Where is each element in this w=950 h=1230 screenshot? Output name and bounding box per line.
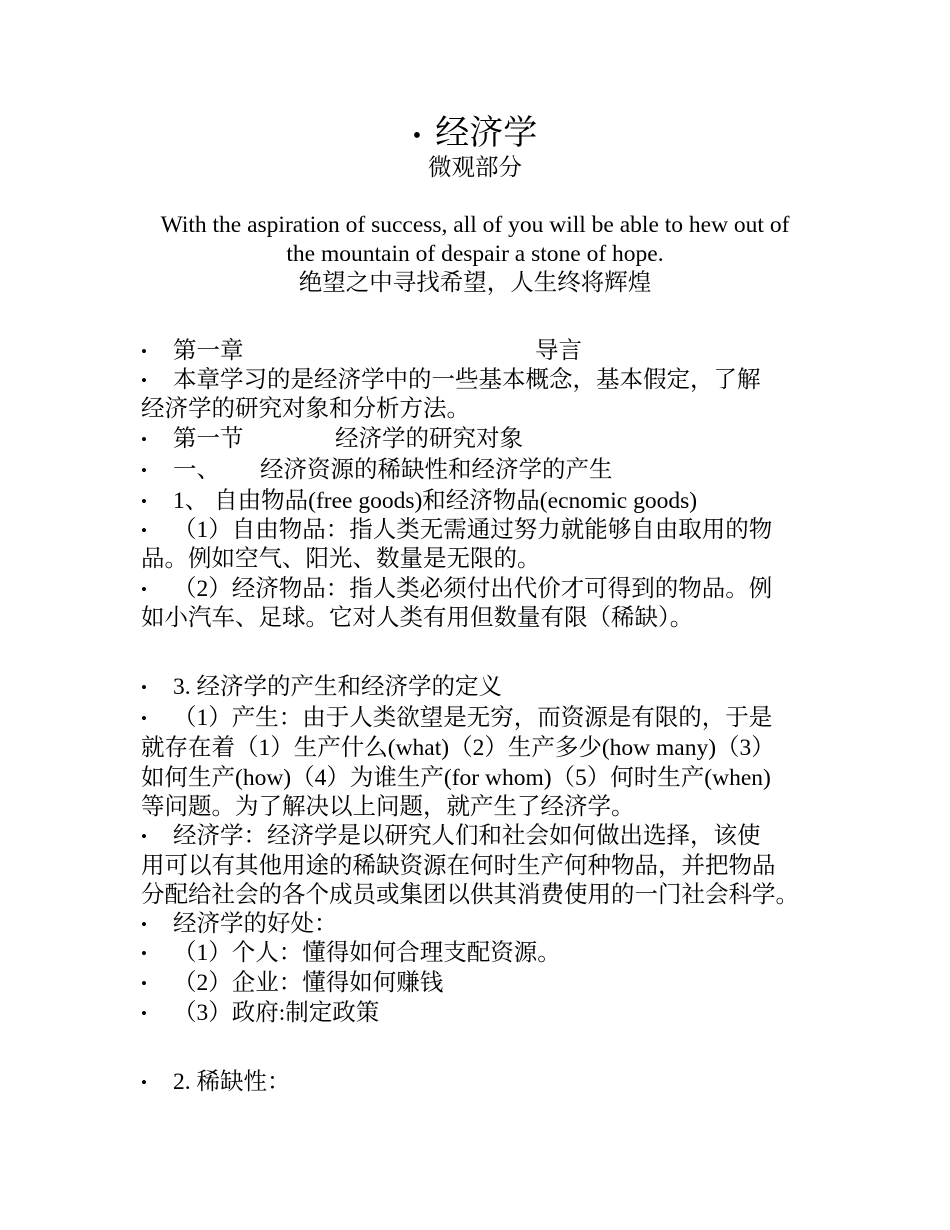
bullet: • — [141, 827, 147, 846]
intro-line-2: 经济学的研究对象和分析方法。 — [141, 396, 470, 422]
quote-chinese: 绝望之中寻找希望，人生终将辉煌 — [298, 270, 652, 296]
origin-line-2: 就存在着（1）生产什么(what)（2）生产多少(how many)（3） — [141, 735, 775, 761]
bullet: • — [141, 974, 147, 993]
bullet: • — [141, 521, 147, 540]
definition-line-2: 用可以有其他用途的稀缺资源在何时生产何种物品，并把物品 — [141, 853, 776, 879]
item-2: 2. 稀缺性： — [173, 1069, 291, 1095]
economic-goods-line-2: 如小汽车、足球。它对人类有用但数量有限（稀缺）。 — [141, 605, 694, 631]
definition-line-3: 分配给社会的各个成员或集团以供其消费使用的一门社会科学。 — [141, 882, 799, 908]
bullet: • — [141, 371, 147, 390]
benefit-enterprise: （2）企业：懂得如何赚钱 — [173, 970, 444, 996]
bullet: • — [141, 944, 147, 963]
section-title: 经济学的研究对象 — [335, 426, 523, 452]
bullet: • — [141, 461, 147, 480]
bullet: • — [141, 580, 147, 599]
bullet: • — [141, 678, 147, 697]
bullet: • — [141, 1004, 147, 1023]
bullet: • — [141, 1073, 147, 1092]
free-goods-line-2: 品。例如空气、阳光、数量是无限的。 — [141, 546, 541, 572]
bullet: • — [141, 492, 147, 511]
item-3: 3. 经济学的产生和经济学的定义 — [173, 674, 502, 700]
part-title: 经济资源的稀缺性和经济学的产生 — [260, 457, 613, 483]
section-label: 第一节 — [173, 426, 244, 452]
free-goods-line-1: （1）自由物品：指人类无需通过努力就能够自由取用的物 — [173, 517, 773, 543]
bullet: • — [141, 915, 147, 934]
item-1: 1、 自由物品(free goods)和经济物品(ecnomic goods) — [173, 488, 698, 514]
origin-line-4: 等问题。为了解决以上问题，就产生了经济学。 — [141, 794, 635, 820]
bullet: • — [141, 430, 147, 449]
title-bullet: • — [412, 123, 422, 150]
chapter-title: 导言 — [535, 338, 582, 364]
benefit-individual: （1）个人：懂得如何合理支配资源。 — [173, 940, 561, 966]
benefit-government: （3）政府:制定政策 — [173, 1000, 380, 1026]
quote-line-2: the mountain of despair a stone of hope. — [286, 241, 664, 267]
origin-line-3: 如何生产(how)（4）为谁生产(for whom)（5）何时生产(when) — [141, 765, 771, 791]
title-text: 经济学 — [435, 115, 538, 152]
origin-line-1: （1）产生：由于人类欲望是无穷，而资源是有限的，于是 — [173, 705, 773, 731]
definition-line-1: 经济学：经济学是以研究人们和社会如何做出选择，该使 — [173, 823, 761, 849]
part-number: 一、 — [173, 457, 220, 483]
economic-goods-line-1: （2）经济物品：指人类必须付出代价才可得到的物品。例 — [173, 576, 773, 602]
quote-line-1: With the aspiration of success, all of you will be able to hew out of — [160, 212, 790, 238]
subtitle: 微观部分 — [428, 155, 522, 181]
benefits-title: 经济学的好处： — [173, 911, 338, 937]
page-title — [0, 114, 950, 156]
bullet: • — [141, 709, 147, 728]
bullet: • — [141, 342, 147, 361]
intro-line-1: 本章学习的是经济学中的一些基本概念，基本假定，了解 — [173, 367, 761, 393]
chapter-label: 第一章 — [173, 338, 244, 364]
